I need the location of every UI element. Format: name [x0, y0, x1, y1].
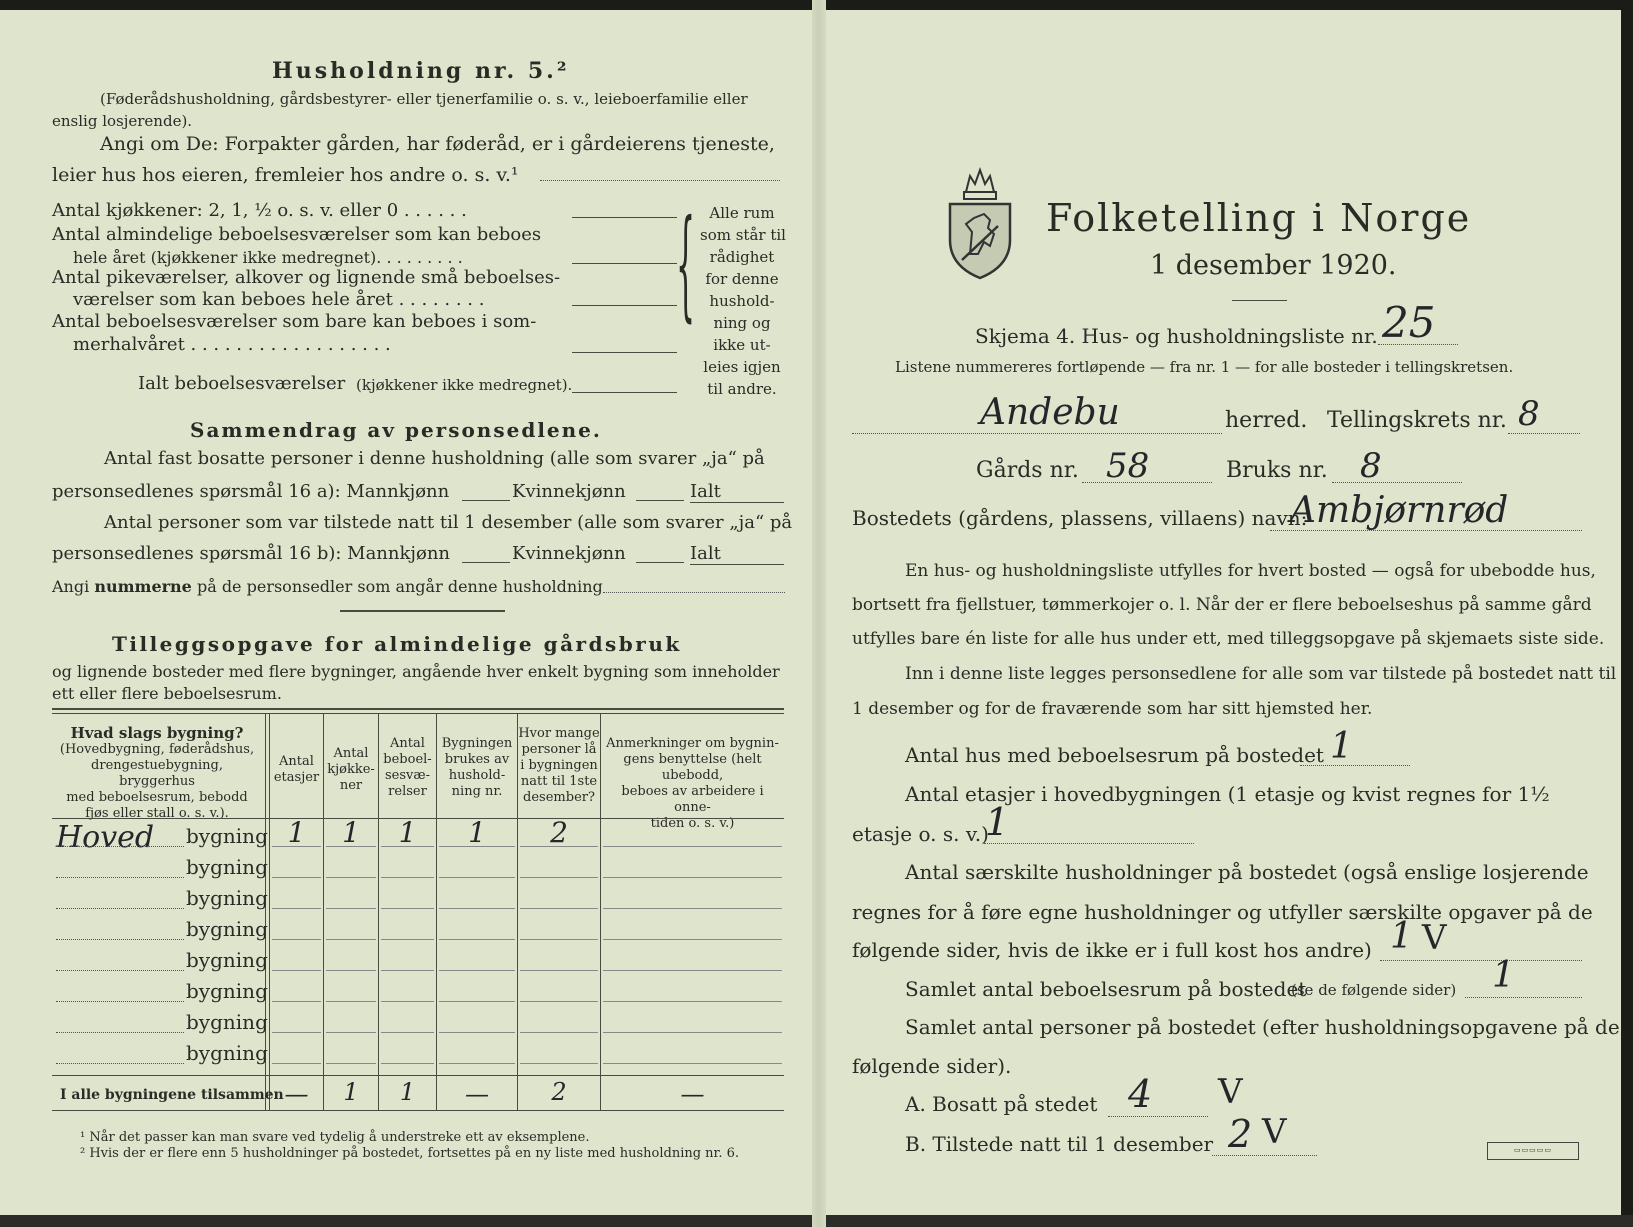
- instruction-line: En hus- og husholdningsliste utfylles for hvert bosted — også for ubebodde hus,: [905, 561, 1596, 581]
- total-a-line: [690, 502, 784, 503]
- female-a-line: [636, 500, 684, 501]
- table-cell-rule: [272, 908, 321, 909]
- col-head-kitchens: [324, 746, 378, 794]
- table-cell-rule: [603, 939, 782, 940]
- floors-label: etasje o. s. v.): [852, 822, 989, 846]
- col-head-building: [52, 724, 262, 822]
- table-cell-rule: [603, 908, 782, 909]
- krets-label: Tellingskrets nr.: [1327, 408, 1507, 433]
- person-numbers-label: [52, 577, 603, 596]
- houses-value: 1: [1330, 726, 1353, 767]
- building-name-line: [56, 908, 184, 909]
- col-head-text: (Hovedbygning, føderådshus,: [59, 742, 255, 757]
- building-suffix-label: bygning: [186, 824, 268, 848]
- table-cell-rule: [326, 970, 376, 971]
- household-note-line: enslig losjerende).: [52, 112, 193, 130]
- numbering-note: Listene nummereres fortløpende — fra nr. 1 — for alle bosteder i tellingskretsen.: [895, 358, 1514, 376]
- table-cell-etasjer: 1: [287, 816, 306, 849]
- building-name-line: [56, 1001, 184, 1002]
- col-head-text: ning nr.: [451, 784, 503, 799]
- building-name-line: [56, 939, 184, 940]
- male-b-line: [462, 562, 510, 563]
- building-name-value: Hoved: [56, 820, 155, 855]
- rooms-total-line: [1465, 997, 1582, 998]
- households-line: [1380, 960, 1582, 961]
- kitchens-answer-line: [572, 217, 677, 218]
- col-head-text: gens benyttelse (helt ubebodd,: [623, 752, 762, 783]
- col-head-text: desember?: [523, 790, 595, 805]
- table-top-rule: [52, 708, 784, 710]
- printer-stamp: ▭▭▭▭▭: [1487, 1142, 1579, 1160]
- total-b-line: [690, 564, 784, 565]
- table-cell-rule: [381, 846, 434, 847]
- bosted-label: Bostedets (gårdens, plassens, villaens) navn:: [852, 506, 1308, 530]
- table-cell-rule: [326, 1001, 376, 1002]
- building-suffix-label: bygning: [186, 1041, 268, 1065]
- tenure-question-line: Angi om De: Forpakter gården, har føderåd, er i gårdeierens tjeneste,: [100, 133, 775, 155]
- table-cell-rule: [603, 846, 782, 847]
- rooms-total-value: 1: [1492, 955, 1515, 996]
- persons-label: Samlet antal personer på bostedet (efter husholdningsopgavene på de: [905, 1015, 1620, 1039]
- side-note-line: som står til: [700, 226, 786, 244]
- instruction-line: utfylles bare én liste for alle hus under ett, med tilleggsopgave på skjemaets siste side.: [852, 629, 1605, 649]
- brace-symbol: {: [676, 195, 696, 334]
- side-note-line: leies igjen: [703, 358, 781, 376]
- rooms-side-note: [700, 202, 784, 400]
- table-cell-rule: [520, 939, 598, 940]
- col-head-text: beboel-: [383, 752, 432, 767]
- supplement-line: og lignende bosteder med flere bygninger, angående hver enkelt bygning som inneholder: [52, 662, 780, 681]
- floors-value: 1: [985, 800, 1010, 844]
- col-head-text: personer lå: [521, 742, 597, 757]
- col-head-text: sesvæ-: [385, 768, 430, 783]
- table-cell-vaerelser: 1: [398, 816, 417, 849]
- building-suffix-label: bygning: [186, 948, 268, 972]
- person-numbers-line: [603, 592, 785, 593]
- col-head-text: i bygningen: [520, 758, 598, 773]
- household-note-line: (Føderådshusholdning, gårdsbestyrer- eller tjenerfamilie o. s. v., leieboerfamilie eller: [100, 90, 748, 108]
- total-household: —: [465, 1080, 489, 1108]
- resident-value: 4: [1128, 1072, 1153, 1116]
- instruction-line: bortsett fra fjellstuer, tømmerkojer o. l. Når der er flere beboelseshus på samme gård: [852, 595, 1592, 615]
- table-cell-rule: [603, 970, 782, 971]
- table-cell-rule: [381, 1032, 434, 1033]
- floors-line: [984, 843, 1194, 844]
- present-label: B. Tilstede natt til 1 desember: [905, 1132, 1214, 1156]
- col-head-text: etasjer: [273, 770, 320, 785]
- herred-line: [852, 433, 1222, 434]
- table-cell-rule: [603, 1063, 782, 1064]
- col-head-persons: [518, 726, 600, 806]
- table-cell-rule: [520, 908, 598, 909]
- total-kitchens: 1: [343, 1078, 359, 1106]
- instruction-line: 1 desember og for de fraværende som har sitt hjemsted her.: [852, 699, 1373, 719]
- total-rooms-label: Ialt beboelsesværelser: [138, 373, 346, 394]
- table-cell-rule: [326, 877, 376, 878]
- female-b-line: [636, 562, 684, 563]
- table-cell-rule: [520, 877, 598, 878]
- table-top-rule: [52, 713, 784, 714]
- floors-label: Antal etasjer i hovedbygningen (1 etasje og kvist regnes for 1½: [905, 782, 1550, 806]
- footnote-2: ² Hvis der er flere enn 5 husholdninger på bostedet, fortsettes på en ny liste med husholdning nr. 6.: [80, 1146, 740, 1161]
- col-head-text: med beboelsesrum, bebodd: [66, 790, 248, 805]
- table-cell-husholdning: 1: [468, 816, 486, 849]
- col-head-text: Antal: [333, 746, 369, 761]
- table-cell-rule: [603, 877, 782, 878]
- side-note-line: til andre.: [707, 380, 777, 398]
- total-rooms: 1: [399, 1078, 416, 1106]
- col-head-text: natt til 1ste: [520, 774, 598, 789]
- page-fold: [812, 0, 826, 1227]
- col-head-text: Hvor mange: [518, 726, 600, 741]
- col-head-text: Antal: [279, 754, 314, 769]
- herred-label: herred.: [1225, 408, 1308, 433]
- table-cell-rule: [381, 1001, 434, 1002]
- summary-line: personsedlenes spørsmål 16 a): Mannkjønn: [52, 481, 450, 502]
- table-bottom-rule: [52, 1110, 784, 1111]
- side-note-line: ikke ut-: [713, 336, 771, 354]
- houses-line: [1300, 765, 1410, 766]
- table-cell-rule: [520, 1032, 598, 1033]
- table-cell-rule: [603, 1032, 782, 1033]
- gards-value: 58: [1106, 446, 1150, 486]
- table-cell-rule: [381, 1063, 434, 1064]
- household-title: Husholdning nr. 5.²: [272, 58, 570, 84]
- building-name-line: [56, 1063, 184, 1064]
- total-row-label: I alle bygningene tilsammen: [60, 1087, 284, 1103]
- table-cell-rule: [381, 877, 434, 878]
- table-cell-rule: [439, 1032, 515, 1033]
- table-cell-rule: [272, 846, 321, 847]
- bruks-label: Bruks nr.: [1226, 458, 1328, 483]
- table-cell-rule: [439, 846, 515, 847]
- table-cell-rule: [326, 939, 376, 940]
- col-head-floors: [270, 754, 323, 786]
- title-divider: [1232, 300, 1287, 301]
- bosted-value: Ambjørnrød: [1290, 490, 1509, 531]
- text-span: på de personsedler som angår denne husholdning: [191, 577, 603, 596]
- tenure-answer-line: [540, 180, 780, 181]
- bruks-line: [1332, 482, 1462, 483]
- schema-number-value: 25: [1382, 298, 1436, 347]
- side-note-line: rådighet: [709, 248, 775, 266]
- households-label: Antal særskilte husholdninger på bostedet (også enslige losjerende: [905, 860, 1589, 884]
- col-head-household: [437, 736, 517, 800]
- col-head-text: Anmerkninger om bygnin-: [606, 736, 779, 751]
- building-suffix-label: bygning: [186, 979, 268, 1003]
- table-cell-rule: [326, 1063, 376, 1064]
- bruks-value: 8: [1360, 446, 1382, 486]
- summary-line: Antal personer som var tilstede natt til 1 desember (alle som svarer „ja“ på: [104, 512, 793, 533]
- herred-value: Andebu: [980, 392, 1120, 433]
- text-span-bold: nummerne: [94, 577, 192, 596]
- col-head-text: relser: [388, 784, 427, 799]
- resident-label: A. Bosatt på stedet: [905, 1092, 1098, 1116]
- present-check: V: [1262, 1112, 1287, 1152]
- table-total-rule: [52, 1075, 784, 1076]
- table-cell-rule: [603, 1001, 782, 1002]
- table-cell-rule: [381, 908, 434, 909]
- building-name-line: [56, 970, 184, 971]
- schema-label: Skjema 4. Hus- og husholdningsliste nr.: [975, 324, 1378, 348]
- resident-line: [1108, 1116, 1208, 1117]
- table-cell-rule: [381, 970, 434, 971]
- krets-value: 8: [1518, 394, 1540, 434]
- table-cell-rule: [520, 1001, 598, 1002]
- kitchens-label: Antal kjøkkener: 2, 1, ½ o. s. v. eller 0 . . . . . .: [52, 200, 467, 221]
- table-cell-rule: [439, 939, 515, 940]
- side-note-line: hushold-: [709, 292, 775, 310]
- text-span: Angi: [52, 577, 95, 596]
- households-check: V: [1422, 918, 1447, 958]
- total-rooms-note: (kjøkkener ikke medregnet).: [356, 376, 573, 394]
- table-cell-rule: [272, 970, 321, 971]
- present-value: 2: [1228, 1112, 1253, 1156]
- total-label: Ialt: [690, 543, 721, 564]
- side-note-line: ning og: [713, 314, 771, 332]
- building-name-line: [56, 846, 184, 847]
- col-head-text: Hvad slags bygning?: [70, 724, 244, 742]
- maid-rooms-answer-line: [572, 305, 677, 306]
- total-remarks: —: [680, 1080, 705, 1108]
- table-cell-rule: [520, 970, 598, 971]
- summary-line: personsedlenes spørsmål 16 b): Mannkjønn: [52, 543, 451, 564]
- building-suffix-label: bygning: [186, 886, 268, 910]
- gards-label: Gårds nr.: [976, 458, 1079, 483]
- table-cell-rule: [326, 846, 376, 847]
- ordinary-rooms-answer-line: [572, 263, 677, 264]
- col-head-text: tiden o. s. v.): [650, 816, 735, 831]
- total-label: Ialt: [690, 481, 721, 502]
- building-suffix-label: bygning: [186, 917, 268, 941]
- table-cell-rule: [439, 1063, 515, 1064]
- table-cell-rule: [520, 846, 598, 847]
- building-name-line: [56, 1032, 184, 1033]
- table-cell-kjokken: 1: [342, 816, 360, 849]
- table-cell-rule: [272, 1063, 321, 1064]
- side-note-line: Alle rum: [709, 204, 775, 222]
- resident-check: V: [1218, 1072, 1243, 1112]
- col-head-text: brukes av: [444, 752, 510, 767]
- instruction-line: Inn i denne liste legges personsedlene for alle som var tilstede på bostedet natt til: [905, 664, 1617, 684]
- census-title: Folketelling i Norge: [1046, 196, 1472, 240]
- maid-rooms-label: værelser som kan beboes hele året . . . . . . . .: [73, 289, 485, 310]
- col-head-text: Bygningen: [441, 736, 513, 751]
- table-cell-rule: [326, 1032, 376, 1033]
- male-a-line: [462, 500, 510, 501]
- table-cell-rule: [520, 1063, 598, 1064]
- female-label: Kvinnekjønn: [512, 481, 626, 502]
- table-cell-personer: 2: [550, 816, 568, 849]
- tenure-question-line: leier hus hos eieren, fremleier hos andre o. s. v.¹: [52, 164, 519, 186]
- col-head-rooms: [379, 736, 436, 800]
- col-head-text: beboes av arbeidere i onne-: [621, 784, 764, 815]
- building-name-line: [56, 877, 184, 878]
- ordinary-rooms-label: Antal almindelige beboelsesværelser som kan beboes: [52, 224, 542, 245]
- summary-line: Antal fast bosatte personer i denne husholdning (alle som svarer „ja“ på: [104, 448, 765, 469]
- table-cell-rule: [439, 1001, 515, 1002]
- summer-rooms-answer-line: [572, 352, 677, 353]
- summary-title: Sammendrag av personsedlene.: [190, 418, 602, 442]
- col-head-text: hushold-: [448, 768, 506, 783]
- total-floors: —: [284, 1080, 309, 1108]
- table-cell-rule: [272, 1032, 321, 1033]
- table-cell-rule: [381, 939, 434, 940]
- norwegian-coat-of-arms-icon: [944, 162, 1016, 282]
- footnote-1: ¹ Når det passer kan man svare ved tydelig å understreke ett av eksemplene.: [80, 1130, 590, 1145]
- building-suffix-label: bygning: [186, 855, 268, 879]
- female-label: Kvinnekjønn: [512, 543, 626, 564]
- rooms-total-label: Samlet antal beboelsesrum på bostedet: [905, 977, 1307, 1001]
- col-head-text: drengestuebygning, bryggerhus: [91, 758, 223, 789]
- summer-rooms-label: Antal beboelsesværelser som bare kan beboes i som-: [52, 311, 537, 332]
- maid-rooms-label: Antal pikeværelser, alkover og lignende små beboelses-: [52, 267, 561, 288]
- col-head-text: ner: [339, 778, 363, 793]
- col-head-text: kjøkke-: [327, 762, 375, 777]
- rooms-total-note: (se de følgende sider): [1291, 981, 1457, 999]
- table-cell-rule: [272, 1001, 321, 1002]
- supplement-title: Tilleggsopgave for almindelige gårdsbruk: [112, 632, 682, 656]
- table-cell-rule: [272, 877, 321, 878]
- side-note-line: for denne: [705, 270, 779, 288]
- summer-rooms-label: merhalvåret . . . . . . . . . . . . . . . . . .: [73, 334, 391, 355]
- table-cell-rule: [439, 877, 515, 878]
- census-date: 1 desember 1920.: [1150, 250, 1397, 281]
- total-persons: 2: [551, 1078, 567, 1106]
- section-divider: [340, 610, 505, 612]
- table-cell-rule: [326, 908, 376, 909]
- persons-label: følgende sider).: [852, 1054, 1012, 1078]
- ordinary-rooms-label: hele året (kjøkkener ikke medregnet). . . . . . . . .: [73, 248, 463, 267]
- col-head-text: fjøs eller stall o. s. v.).: [85, 806, 229, 821]
- scan-edge-right: [1621, 0, 1633, 1227]
- supplement-line: ett eller flere beboelsesrum.: [52, 684, 282, 703]
- table-cell-rule: [439, 970, 515, 971]
- table-cell-rule: [439, 908, 515, 909]
- households-label: regnes for å føre egne husholdninger og utfyller særskilte opgaver på de: [852, 900, 1593, 924]
- col-head-text: Antal: [390, 736, 425, 751]
- houses-label: Antal hus med beboelsesrum på bostedet: [905, 743, 1324, 767]
- total-rooms-answer-line: [572, 392, 677, 393]
- households-label: følgende sider, hvis de ikke er i full kost hos andre): [852, 938, 1372, 962]
- households-value: 1: [1390, 916, 1413, 957]
- building-suffix-label: bygning: [186, 1010, 268, 1034]
- table-cell-rule: [272, 939, 321, 940]
